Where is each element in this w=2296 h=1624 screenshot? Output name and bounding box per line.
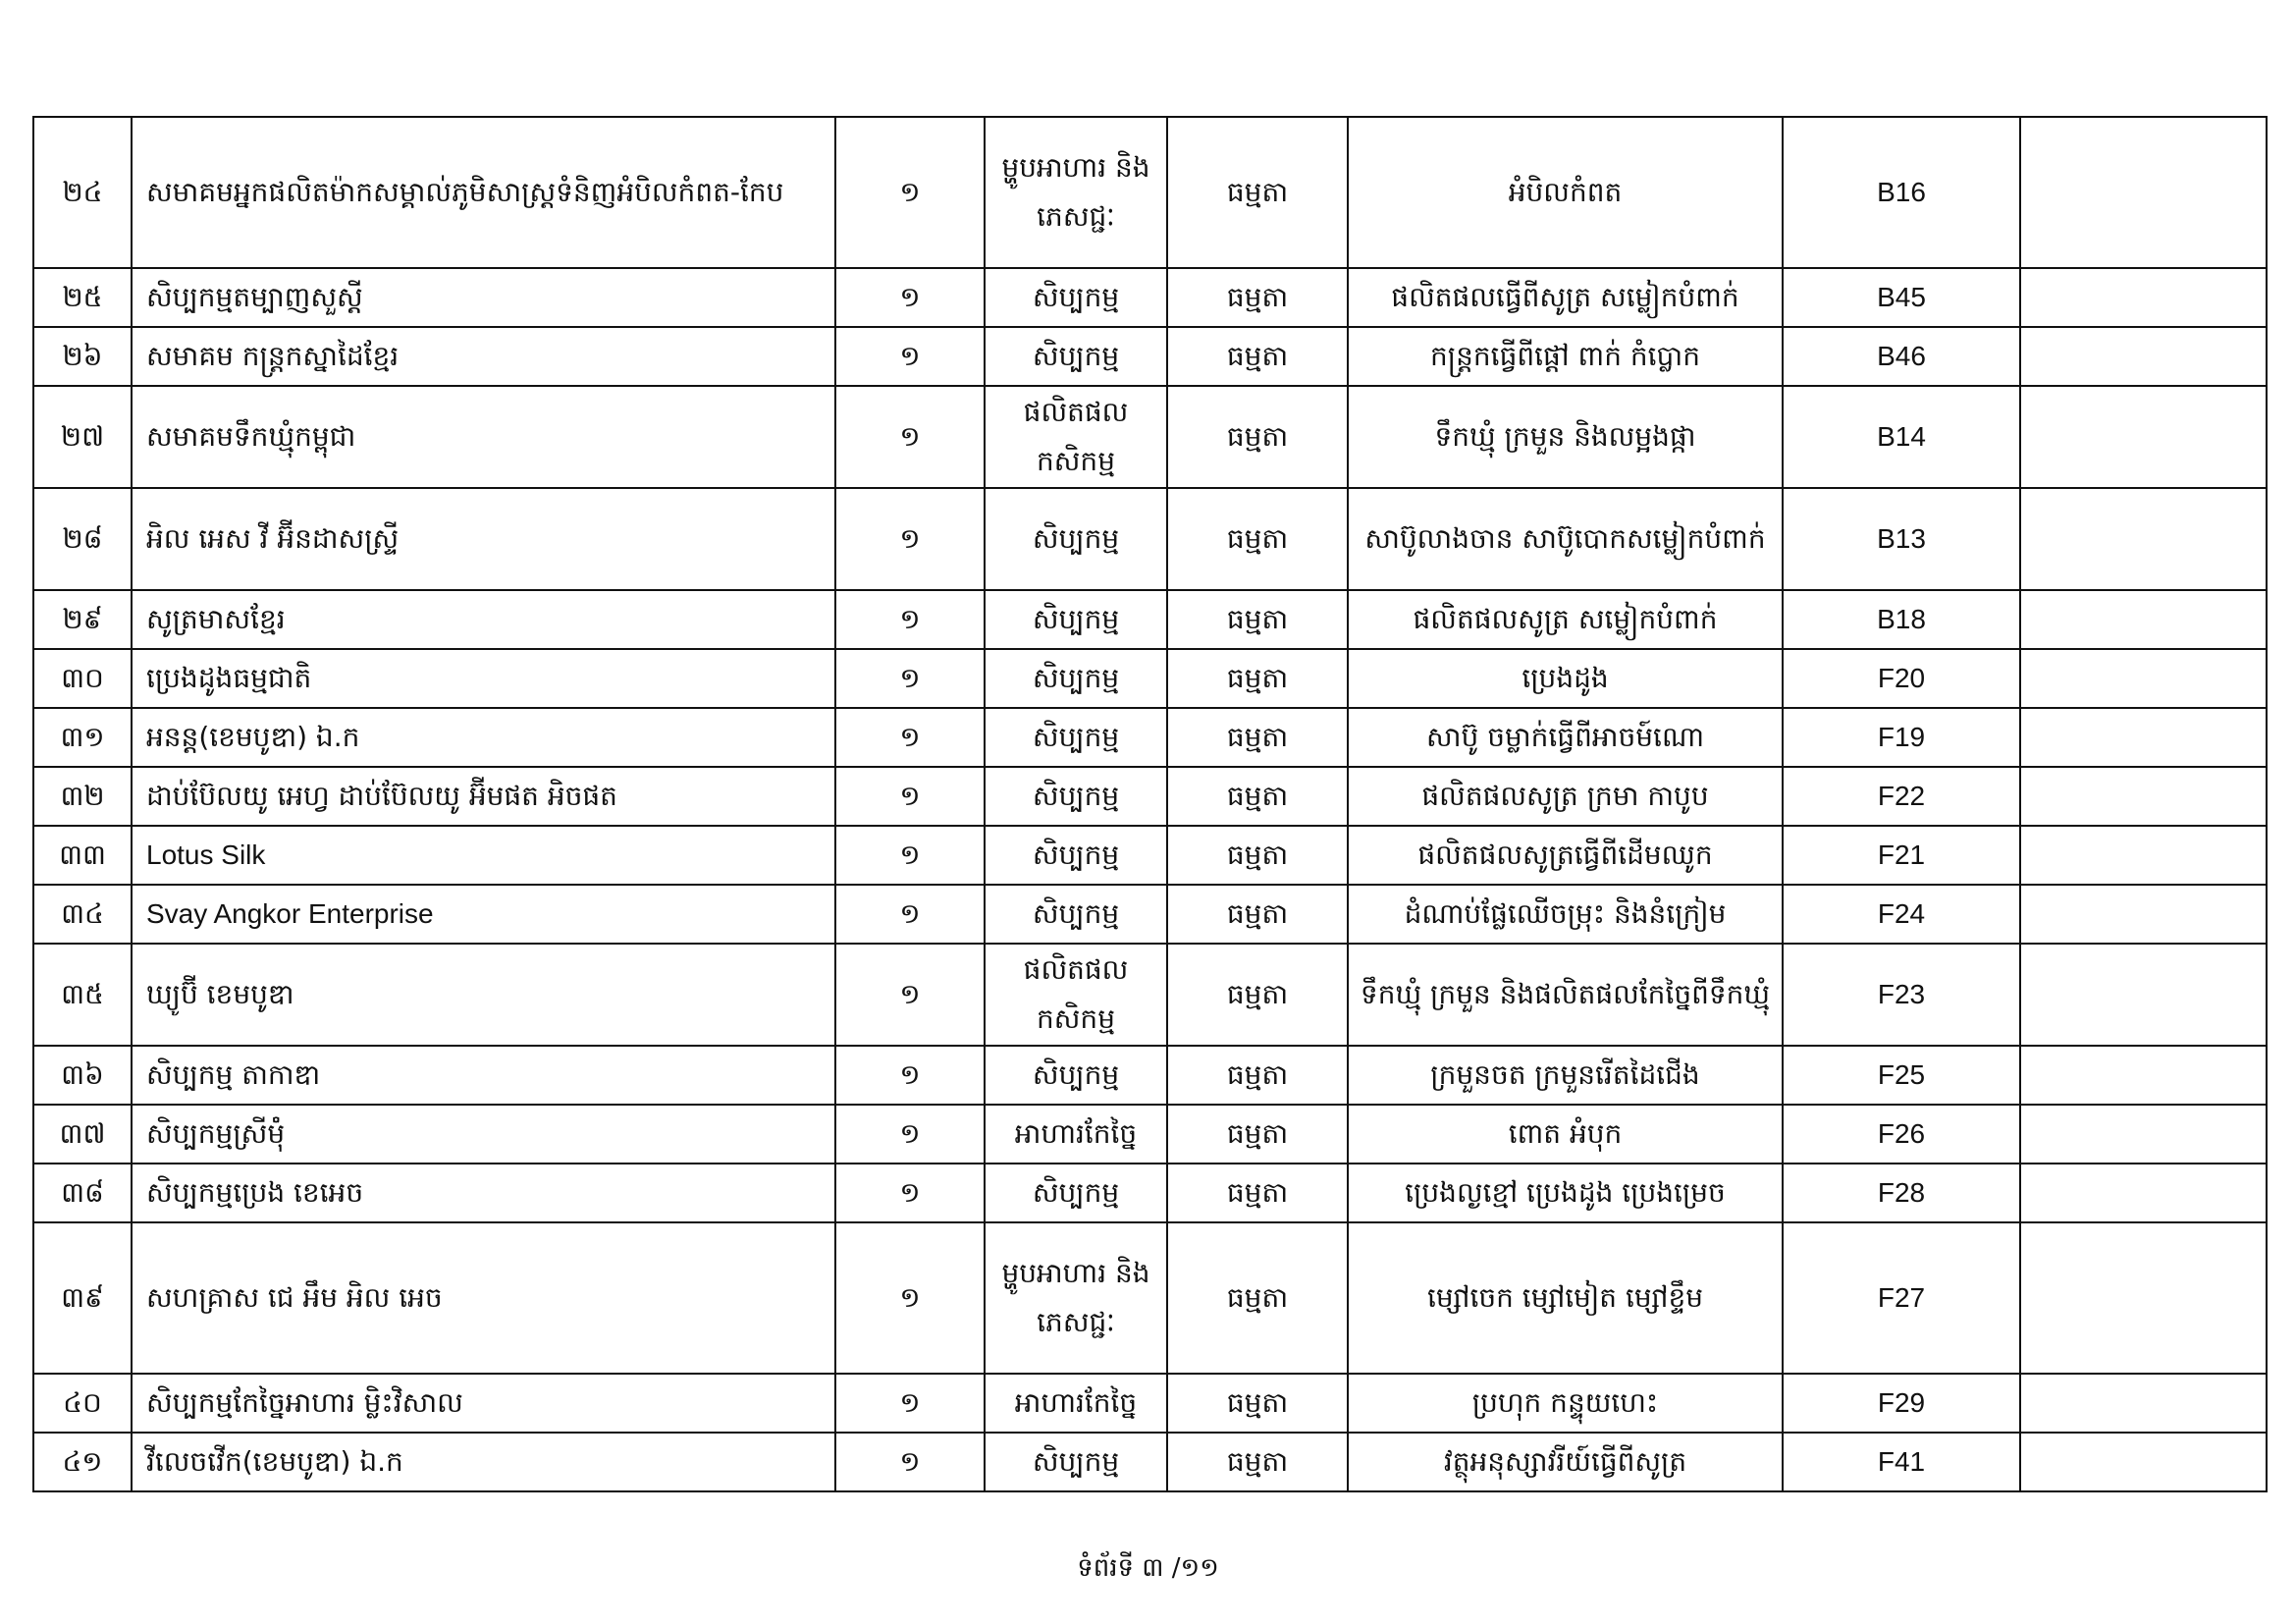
cell-size: ធម្មតា [1167,1222,1348,1374]
cell-sector: សិប្បកម្ម [985,767,1167,826]
cell-name: ឃ្យូប៊ី ខេមបូឌា [132,944,835,1046]
cell-code: B46 [1783,327,2020,386]
cell-product: សាប៊ូលាងចាន សាប៊ូបោកសម្លៀកបំពាក់ [1348,488,1783,590]
cell-name: សិប្បកម្ម តាកាឌា [132,1046,835,1105]
cell-size: ធម្មតា [1167,386,1348,488]
cell-product: វត្ថុអនុស្សាវរីយ៍ធ្វើពីសូត្រ [1348,1433,1783,1491]
cell-name: សមាគមអ្នកផលិតម៉ាកសម្គាល់ភូមិសាស្ត្រទំនិញអំបិលកំពត-កែប [132,117,835,268]
cell-no: ៣៦ [33,1046,132,1105]
cell-no: ៤០ [33,1374,132,1433]
cell-remark [2020,386,2267,488]
cell-sector: ផលិតផល កសិកម្ម [985,386,1167,488]
cell-no: ២៤ [33,117,132,268]
cell-sector: សិប្បកម្ម [985,268,1167,327]
cell-no: ២៥ [33,268,132,327]
cell-product: ទឹកឃ្មុំ ក្រមួន និងផលិតផលកែច្នៃពីទឹកឃ្មុំ [1348,944,1783,1046]
cell-remark [2020,649,2267,708]
table-row [33,649,2267,708]
cell-product: ផលិតផលធ្វើពីសូត្រ សម្លៀកបំពាក់ [1348,268,1783,327]
cell-qty: ១ [835,1046,985,1105]
cell-no: ៣៣ [33,826,132,885]
cell-code: F26 [1783,1105,2020,1164]
cell-code: F24 [1783,885,2020,944]
cell-sector: អាហារកែច្នៃ [985,1105,1167,1164]
cell-name: អិល អេស វី អ៊ីនដាសស្ទ្រី [132,488,835,590]
cell-product: ក្រមួនចត ក្រមួនរើតដៃជើង [1348,1046,1783,1105]
cell-product: ផលិតផលសូត្រ ក្រមា កាបូប [1348,767,1783,826]
table-row [33,590,2267,649]
cell-sector: សិប្បកម្ម [985,590,1167,649]
cell-size: ធម្មតា [1167,1046,1348,1105]
cell-sector: សិប្បកម្ម [985,1164,1167,1222]
cell-code: B14 [1783,386,2020,488]
cell-qty: ១ [835,826,985,885]
cell-code: F23 [1783,944,2020,1046]
cell-sector: សិប្បកម្ម [985,1046,1167,1105]
cell-size: ធម្មតា [1167,767,1348,826]
cell-code: F19 [1783,708,2020,767]
cell-code: F27 [1783,1222,2020,1374]
table-row [33,1433,2267,1491]
cell-qty: ១ [835,117,985,268]
table-row [33,1374,2267,1433]
cell-remark [2020,708,2267,767]
table-row [33,826,2267,885]
table-row [33,1105,2267,1164]
cell-no: ២៦ [33,327,132,386]
cell-size: ធម្មតា [1167,1374,1348,1433]
cell-remark [2020,1105,2267,1164]
cell-size: ធម្មតា [1167,327,1348,386]
table-body [33,117,2267,1491]
cell-no: ៣០ [33,649,132,708]
table-row [33,1222,2267,1374]
cell-size: ធម្មតា [1167,708,1348,767]
cell-sector: ម្ហូបអាហារ និង ភេសជ្ជៈ [985,1222,1167,1374]
cell-remark [2020,327,2267,386]
table-row [33,1164,2267,1222]
cell-qty: ១ [835,327,985,386]
cell-size: ធម្មតា [1167,590,1348,649]
cell-remark [2020,767,2267,826]
cell-remark [2020,590,2267,649]
cell-remark [2020,268,2267,327]
cell-qty: ១ [835,767,985,826]
cell-sector: ផលិតផល កសិកម្ម [985,944,1167,1046]
table-row [33,767,2267,826]
cell-qty: ១ [835,1374,985,1433]
cell-no: ៣២ [33,767,132,826]
cell-product: ផលិតផលសូត្រធ្វើពីដើមឈូក [1348,826,1783,885]
cell-name: Svay Angkor Enterprise [132,885,835,944]
cell-size: ធម្មតា [1167,944,1348,1046]
cell-product: ប្រហុក កន្ទុយហេះ [1348,1374,1783,1433]
cell-sector: ម្ហូបអាហារ និង ភេសជ្ជៈ [985,117,1167,268]
cell-code: B16 [1783,117,2020,268]
table-row [33,488,2267,590]
cell-code: B18 [1783,590,2020,649]
cell-product: ដំណាប់ផ្លែឈើចម្រុះ និងនំក្រៀម [1348,885,1783,944]
cell-remark [2020,1222,2267,1374]
cell-qty: ១ [835,708,985,767]
cell-sector: សិប្បកម្ម [985,826,1167,885]
cell-sector: សិប្បកម្ម [985,708,1167,767]
cell-size: ធម្មតា [1167,826,1348,885]
cell-name: សិប្បកម្មតម្បាញសួស្តី [132,268,835,327]
cell-size: ធម្មតា [1167,1105,1348,1164]
cell-name: សមាគមទឹកឃ្មុំកម្ពុជា [132,386,835,488]
cell-code: F22 [1783,767,2020,826]
cell-remark [2020,1433,2267,1491]
cell-remark [2020,1046,2267,1105]
cell-name: សិប្បកម្មកែច្នៃអាហារ ម្លិះវិសាល [132,1374,835,1433]
cell-product: សាប៊ូ ចម្លាក់ធ្វើពីអាចម៍ណោ [1348,708,1783,767]
cell-product: ផលិតផលសូត្រ សម្លៀកបំពាក់ [1348,590,1783,649]
cell-size: ធម្មតា [1167,268,1348,327]
cell-sector: សិប្បកម្ម [985,1433,1167,1491]
cell-sector: សិប្បកម្ម [985,649,1167,708]
cell-size: ធម្មតា [1167,649,1348,708]
cell-name: សហគ្រាស ជេ អឹម អិល អេច [132,1222,835,1374]
table-row [33,386,2267,488]
cell-no: ២៨ [33,488,132,590]
cell-remark [2020,826,2267,885]
cell-size: ធម្មតា [1167,1164,1348,1222]
table-row [33,268,2267,327]
cell-code: B13 [1783,488,2020,590]
cell-code: F20 [1783,649,2020,708]
cell-sector: សិប្បកម្ម [985,488,1167,590]
table-row [33,708,2267,767]
cell-code: F25 [1783,1046,2020,1105]
cell-qty: ១ [835,1433,985,1491]
cell-remark [2020,885,2267,944]
cell-no: ៣១ [33,708,132,767]
table-row [33,327,2267,386]
cell-sector: សិប្បកម្ម [985,327,1167,386]
cell-no: ៣៨ [33,1164,132,1222]
cell-product: ម្សៅចេក ម្សៅមៀត ម្សៅខ្ទឹម [1348,1222,1783,1374]
cell-size: ធម្មតា [1167,885,1348,944]
cell-qty: ១ [835,885,985,944]
cell-size: ធម្មតា [1167,488,1348,590]
cell-sector: អាហារកែច្នៃ [985,1374,1167,1433]
cell-name: Lotus Silk [132,826,835,885]
cell-product: ប្រេងល្ងខ្មៅ ប្រេងដូង ប្រេងម្រេច [1348,1164,1783,1222]
cell-name: ប្រេងដូងធម្មជាតិ [132,649,835,708]
cell-qty: ១ [835,268,985,327]
participants-table [32,116,2268,1492]
cell-no: ៣៤ [33,885,132,944]
cell-no: ៣៧ [33,1105,132,1164]
cell-no: ៣៩ [33,1222,132,1374]
cell-no: ២៩ [33,590,132,649]
cell-remark [2020,488,2267,590]
cell-no: ២៧ [33,386,132,488]
cell-qty: ១ [835,590,985,649]
cell-product: ប្រេងដូង [1348,649,1783,708]
cell-code: F29 [1783,1374,2020,1433]
cell-code: F21 [1783,826,2020,885]
cell-code: F41 [1783,1433,2020,1491]
cell-product: ទឹកឃ្មុំ ក្រមួន និងលម្អងផ្កា [1348,386,1783,488]
cell-name: ដាប់ប៊ែលយូ អេហ្វ ដាប់ប៊ែលយូ អ៊ីមផត អិចផត [132,767,835,826]
cell-name: អនន្ត(ខេមបូឌា) ឯ.ក [132,708,835,767]
cell-name: វីលេចវើក(ខេមបូឌា) ឯ.ក [132,1433,835,1491]
cell-product: អំបិលកំពត [1348,117,1783,268]
table-row [33,1046,2267,1105]
cell-remark [2020,1164,2267,1222]
table-row [33,117,2267,268]
cell-qty: ១ [835,944,985,1046]
cell-no: ៤១ [33,1433,132,1491]
cell-remark [2020,1374,2267,1433]
cell-name: សិប្បកម្មប្រេង ខេអេច [132,1164,835,1222]
cell-name: សិប្បកម្មស្រីម៉ុំ [132,1105,835,1164]
cell-code: B45 [1783,268,2020,327]
cell-code: F28 [1783,1164,2020,1222]
table-row [33,885,2267,944]
cell-product: កន្ត្រកធ្វើពីផ្តៅ ពាក់ កំប្លោក [1348,327,1783,386]
cell-qty: ១ [835,488,985,590]
cell-name: សមាគម កន្ត្រកស្នាដៃខ្មែរ [132,327,835,386]
cell-no: ៣៥ [33,944,132,1046]
cell-size: ធម្មតា [1167,1433,1348,1491]
page-number: ទំព័រទី ៣ /១១ [1077,1553,1219,1583]
cell-remark [2020,944,2267,1046]
cell-qty: ១ [835,1105,985,1164]
cell-size: ធម្មតា [1167,117,1348,268]
cell-sector: សិប្បកម្ម [985,885,1167,944]
cell-qty: ១ [835,386,985,488]
cell-qty: ១ [835,1164,985,1222]
cell-qty: ១ [835,1222,985,1374]
table-row [33,944,2267,1046]
cell-product: ពោត អំបុក [1348,1105,1783,1164]
cell-qty: ១ [835,649,985,708]
cell-name: សូត្រមាសខ្មែរ [132,590,835,649]
cell-remark [2020,117,2267,268]
